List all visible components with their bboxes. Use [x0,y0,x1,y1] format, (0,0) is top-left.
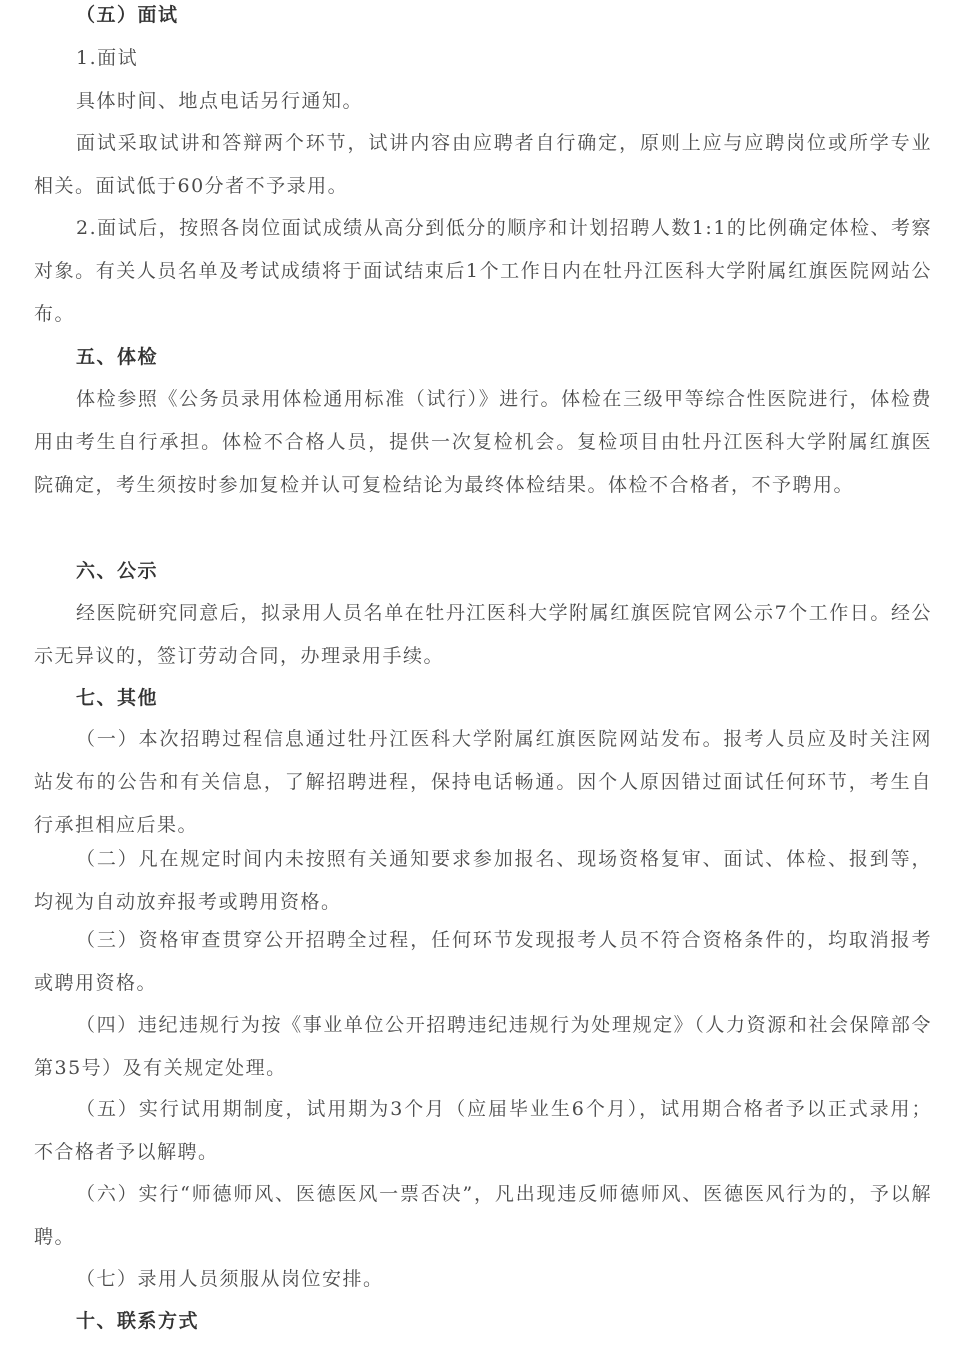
interview-item2-paragraph: 2.面试后，按照各岗位面试成绩从高分到低分的顺序和计划招聘人数1:1的比例确定体检、考察对象。有关人员名单及考试成绩将于面试结束后1个工作日内在牡丹江医科大学附属红旗医院网站公布。 [34,217,932,325]
other-item-1: （一）本次招聘过程信息通过牡丹江医科大学附属红旗医院网站发布。报考人员应及时关注网站发布的公告和有关信息，了解招聘进程，保持电话畅通。因个人原因错过面试任何环节，考生自行承担相应后果。 [34,728,932,836]
other-item-7: （七）录用人员须服从岗位安排。 [76,1268,384,1290]
interview-item1-title: 1.面试 [76,47,139,69]
other-item-3: （三）资格审查贯穿公开招聘全过程，任何环节发现报考人员不符合资格条件的，均取消报考或聘用资格。 [34,929,932,994]
other-item-2: （二）凡在规定时间内未按照有关通知要求参加报名、现场资格复审、面试、体检、报到等，均视为自动放弃报考或聘用资格。 [34,848,932,913]
publicity-paragraph: 经医院研究同意后，拟录用人员名单在牡丹江医科大学附属红旗医院官网公示7个工作日。经公示无异议的，签订劳动合同，办理录用手续。 [34,602,932,667]
physical-exam-paragraph: 体检参照《公务员录用体检通用标准（试行）》进行。体检在三级甲等综合性医院进行，体检费用由考生自行承担。体检不合格人员，提供一次复检机会。复检项目由牡丹江医科大学附属红旗医院确定，考生须按时参加复检并认可复检结论为最终体检结果。体检不合格者，不予聘用。 [34,388,932,496]
interview-heading: （五）面试 [76,4,179,26]
interview-item1-paragraph-2: 面试采取试讲和答辩两个环节，试讲内容由应聘者自行确定，原则上应与应聘岗位或所学专业相关。面试低于60分者不予录用。 [34,132,932,197]
physical-exam-heading: 五、体检 [76,346,159,368]
interview-item1-paragraph-1: 具体时间、地点电话另行通知。 [76,90,364,112]
contact-heading: 十、联系方式 [76,1310,200,1332]
other-item-4: （四）违纪违规行为按《事业单位公开招聘违纪违规行为处理规定》（人力资源和社会保障部令第35号）及有关规定处理。 [34,1014,932,1079]
other-heading: 七、其他 [76,687,159,709]
other-item-5: （五）实行试用期制度，试用期为3个月（应届毕业生6个月），试用期合格者予以正式录用；不合格者予以解聘。 [34,1098,932,1163]
other-item-6: （六）实行“师德师风、医德医风一票否决”，凡出现违反师德师风、医德医风行为的，予以解聘。 [34,1183,932,1248]
publicity-heading: 六、公示 [76,560,159,582]
